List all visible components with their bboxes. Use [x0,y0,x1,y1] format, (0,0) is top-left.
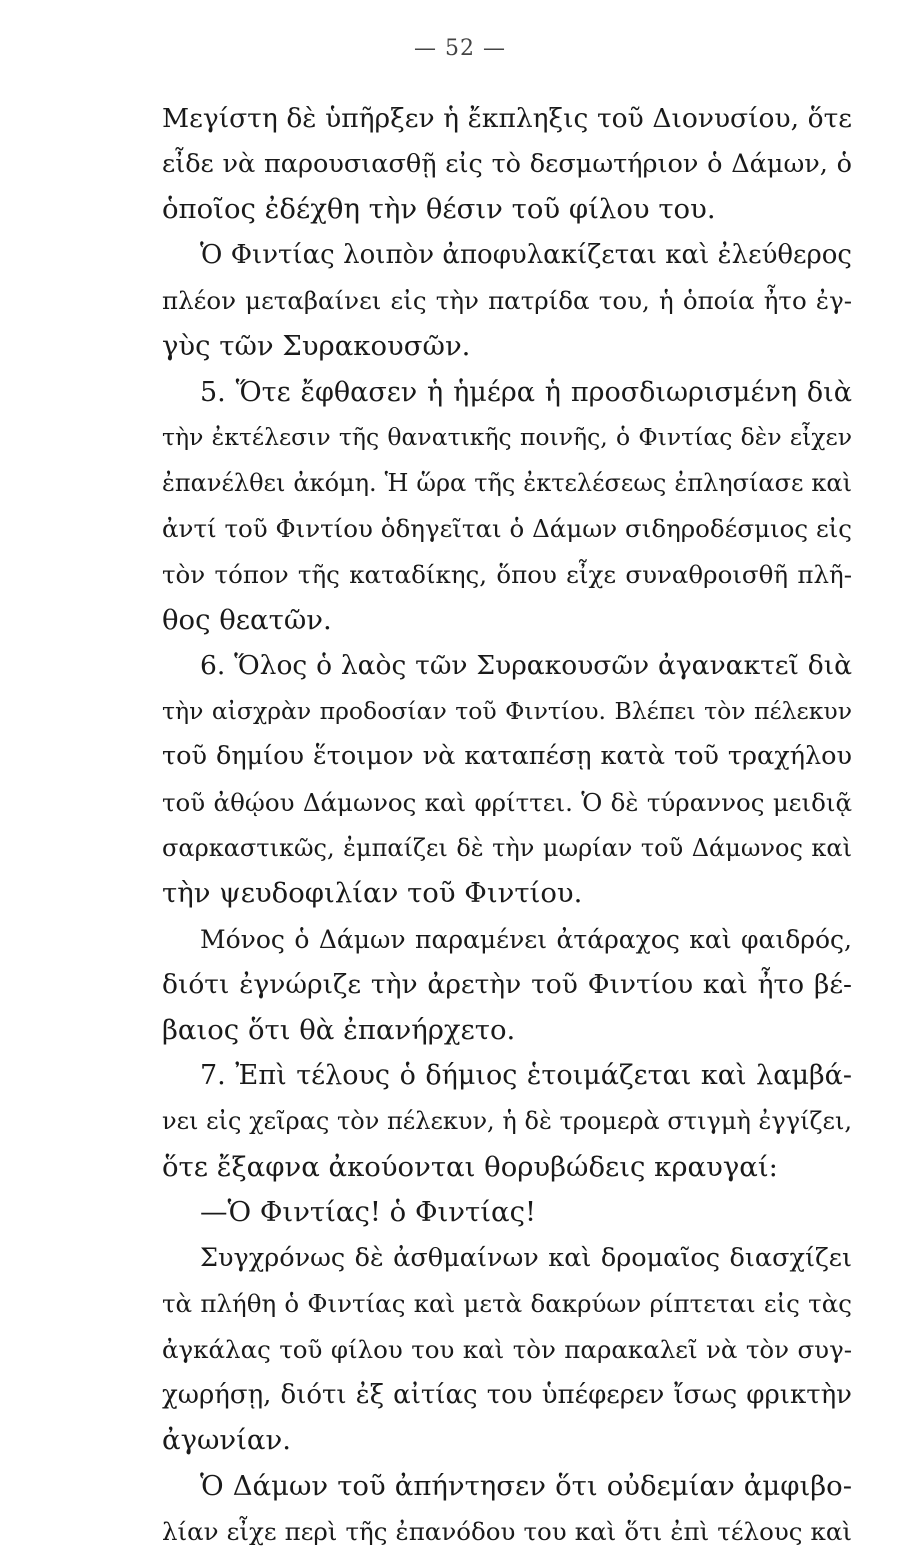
text-line: ὅτε ἔξαφνα ἀκούονται θορυβώδεις κραυγαί: [162,1150,778,1183]
text-line: ἀγωνίαν. [162,1424,291,1457]
text-line: Μόνος ὁ Δάμων παραμένει ἀτάραχος καὶ φαιδρός, [200,924,852,954]
text-line: διότι ἐγνώριζε τὴν ἀρετὴν τοῦ Φιντίου καὶ ἦτο βέ- [162,969,852,1001]
text-line: χωρήσῃ, διότι ἐξ αἰτίας του ὑπέφερεν ἴσως φρικτὴν [162,1379,852,1410]
text-line: τὴν ψευδοφιλίαν τοῦ Φιντίου. [162,877,583,910]
text-line: τὰ πλήθη ὁ Φιντίας καὶ μετὰ δακρύων ρίπτεται εἰς τὰς [162,1289,852,1319]
text-line: Μεγίστη δὲ ὑπῆρξεν ἡ ἔκπληξις τοῦ Διονυσίου, ὅτε [162,103,852,134]
text-line: ἀγκάλας τοῦ φίλου του καὶ τὸν παρακαλεῖ νὰ τὸν συγ- [162,1335,852,1365]
text-line: σαρκαστικῶς, ἐμπαίζει δὲ τὴν μωρίαν τοῦ Δάμωνος καὶ [162,833,852,862]
text-line: θος θεατῶν. [162,603,332,636]
text-line: Συγχρόνως δὲ ἀσθμαίνων καὶ δρομαῖος διασχίζει [200,1242,852,1273]
text-line: 7. Ἐπὶ τέλους ὁ δήμιος ἑτοιμάζεται καὶ λαμβά- [200,1060,852,1092]
text-line: Ὁ Δάμων τοῦ ἀπήντησεν ὅτι οὐδεμίαν ἀμφιβο- [200,1469,852,1502]
text-line: —Ὁ Φιντίας! ὁ Φιντίας! [200,1196,537,1229]
text-line: 6. Ὅλος ὁ λαὸς τῶν Συρακουσῶν ἀγανακτεῖ διὰ [200,650,852,682]
text-line: 5. Ὅτε ἔφθασεν ἡ ἡμέρα ἡ προσδιωρισμένη διὰ [200,376,852,408]
text-line: βαιος ὅτι θὰ ἐπανήρχετο. [162,1013,516,1046]
text-line: γὺς τῶν Συρακουσῶν. [162,329,471,362]
text-line: ἀντί τοῦ Φιντίου ὁδηγεῖται ὁ Δάμων σιδηροδέσμιος εἰς [162,514,852,544]
text-line: τοῦ ἀθῴου Δάμωνος καὶ φρίττει. Ὁ δὲ τύραννος μειδιᾷ [162,787,852,817]
text-line: νει εἰς χεῖρας τὸν πέλεκυν, ἡ δὲ τρομερὰ στιγμὴ ἐγγίζει, [162,1107,852,1136]
text-line: Ὁ Φιντίας λοιπὸν ἀποφυλακίζεται καὶ ἐλεύθερος [200,239,852,270]
text-line: ἐπανέλθει ἀκόμη. Ἡ ὥρα τῆς ἐκτελέσεως ἐπλησίασε καὶ [162,468,852,497]
text-line: ὁποῖος ἐδέχθη τὴν θέσιν τοῦ φίλου του. [162,193,716,226]
text-line: τὴν ἐκτέλεσιν τῆς θανατικῆς ποινῆς, ὁ Φιντίας δὲν εἶχεν [162,423,852,452]
body-text [162,96,852,1555]
text-line: λίαν εἶχε περὶ τῆς ἐπανόδου του καὶ ὅτι ἐπὶ τέλους καὶ [162,1517,852,1547]
text-line: τὸν τόπον τῆς καταδίκης, ὅπου εἶχε συναθροισθῆ πλῆ- [162,559,852,589]
text-line: τοῦ δημίου ἕτοιμον νὰ καταπέσῃ κατὰ τοῦ τραχήλου [162,741,852,772]
text-line: πλέον μεταβαίνει εἰς τὴν πατρίδα του, ἡ ὁποία ἦτο ἐγ- [162,286,852,316]
text-line: τὴν αἰσχρὰν προδοσίαν τοῦ Φιντίου. Βλέπει τὸν πέλεκυν [162,696,852,725]
page-number: — 52 — [414,36,506,61]
text-line: εἶδε νὰ παρουσιασθῇ εἰς τὸ δεσμωτήριον ὁ Δάμων, ὁ [162,148,852,179]
